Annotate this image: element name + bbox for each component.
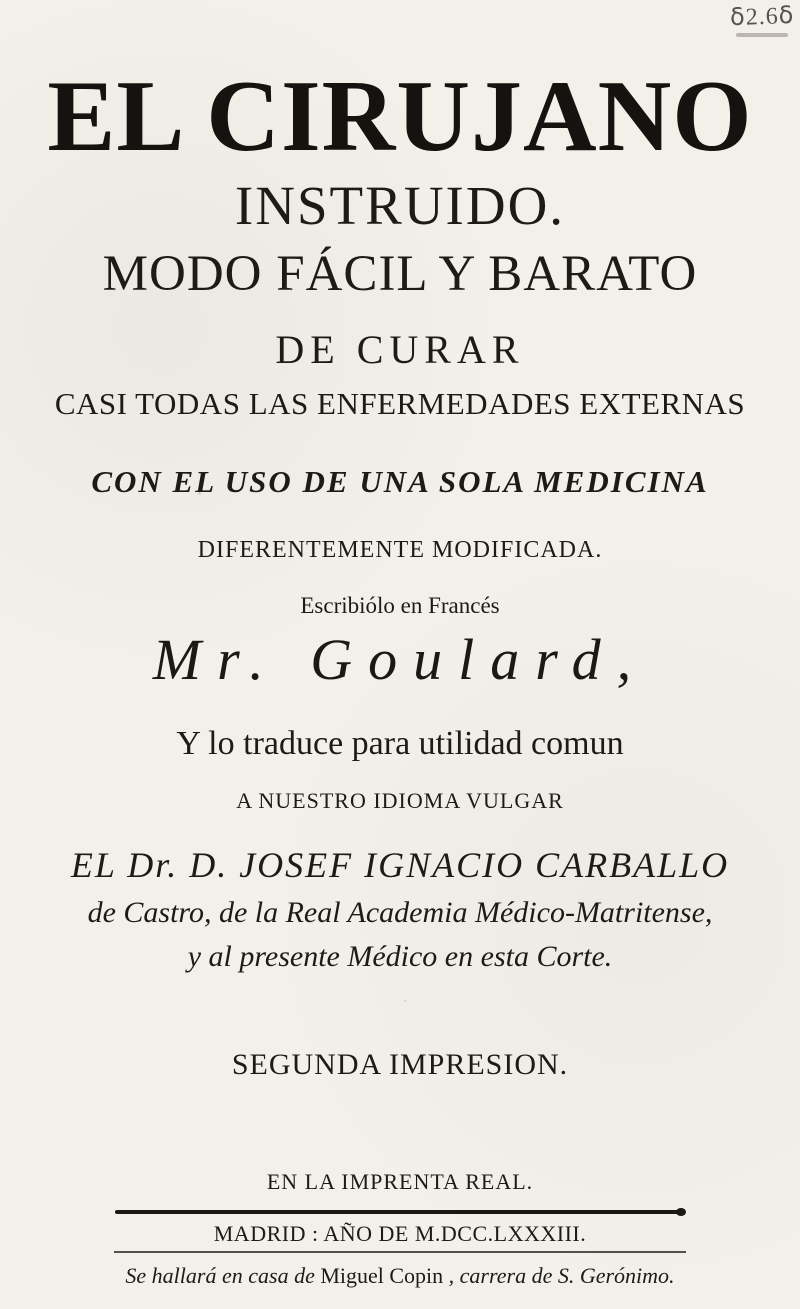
main-subtitle: INSTRUIDO. xyxy=(234,175,566,236)
place-date: MADRID : AÑO DE M.DCC.LXXXIII. xyxy=(213,1221,587,1246)
footer-text xyxy=(0,1262,800,1290)
catalog-mark: ẟ2.6ẟ xyxy=(729,2,795,32)
translation-line-1: Y lo traduce para utilidad comun xyxy=(176,725,624,762)
bottom-rule xyxy=(114,1251,686,1253)
footer-part-1: Se hallará en casa de xyxy=(125,1263,321,1288)
translator-name: EL Dr. D. JOSEF IGNACIO CARBALLO xyxy=(70,845,730,885)
subtitle-line-2: DE CURAR xyxy=(275,327,525,372)
paper-speck xyxy=(198,492,201,495)
catalog-smudge xyxy=(736,33,788,37)
footer-part-2: Miguel Copin xyxy=(320,1263,444,1288)
subtitle-line-1: MODO FÁCIL Y BARATO xyxy=(102,246,698,302)
translation-line-2: A NUESTRO IDIOMA VULGAR xyxy=(236,788,564,813)
author-intro: Escribiólo en Francés xyxy=(300,593,500,618)
translator-title-line-1: de Castro, de la Real Academia Médico-Matritense, xyxy=(87,896,713,929)
translator-title-line-2: y al presente Médico en esta Corte. xyxy=(187,940,613,973)
author-name: Mr. Goulard, xyxy=(152,627,648,692)
main-title: EL CIRUJANO xyxy=(47,60,753,173)
subtitle-line-3: CASI TODAS LAS ENFERMEDADES EXTERNAS xyxy=(54,386,746,421)
top-rule xyxy=(115,1210,680,1214)
edition-statement: SEGUNDA IMPRESION. xyxy=(231,1048,569,1081)
imprint-statement: EN LA IMPRENTA REAL. xyxy=(266,1169,534,1194)
paper-speck xyxy=(404,1000,406,1002)
subtitle-line-4: CON EL USO DE UNA SOLA MEDICINA xyxy=(91,464,709,499)
footer-part-3: , carrera de S. Gerónimo. xyxy=(443,1263,675,1288)
subtitle-line-5: DIFERENTEMENTE MODIFICADA. xyxy=(197,537,603,563)
